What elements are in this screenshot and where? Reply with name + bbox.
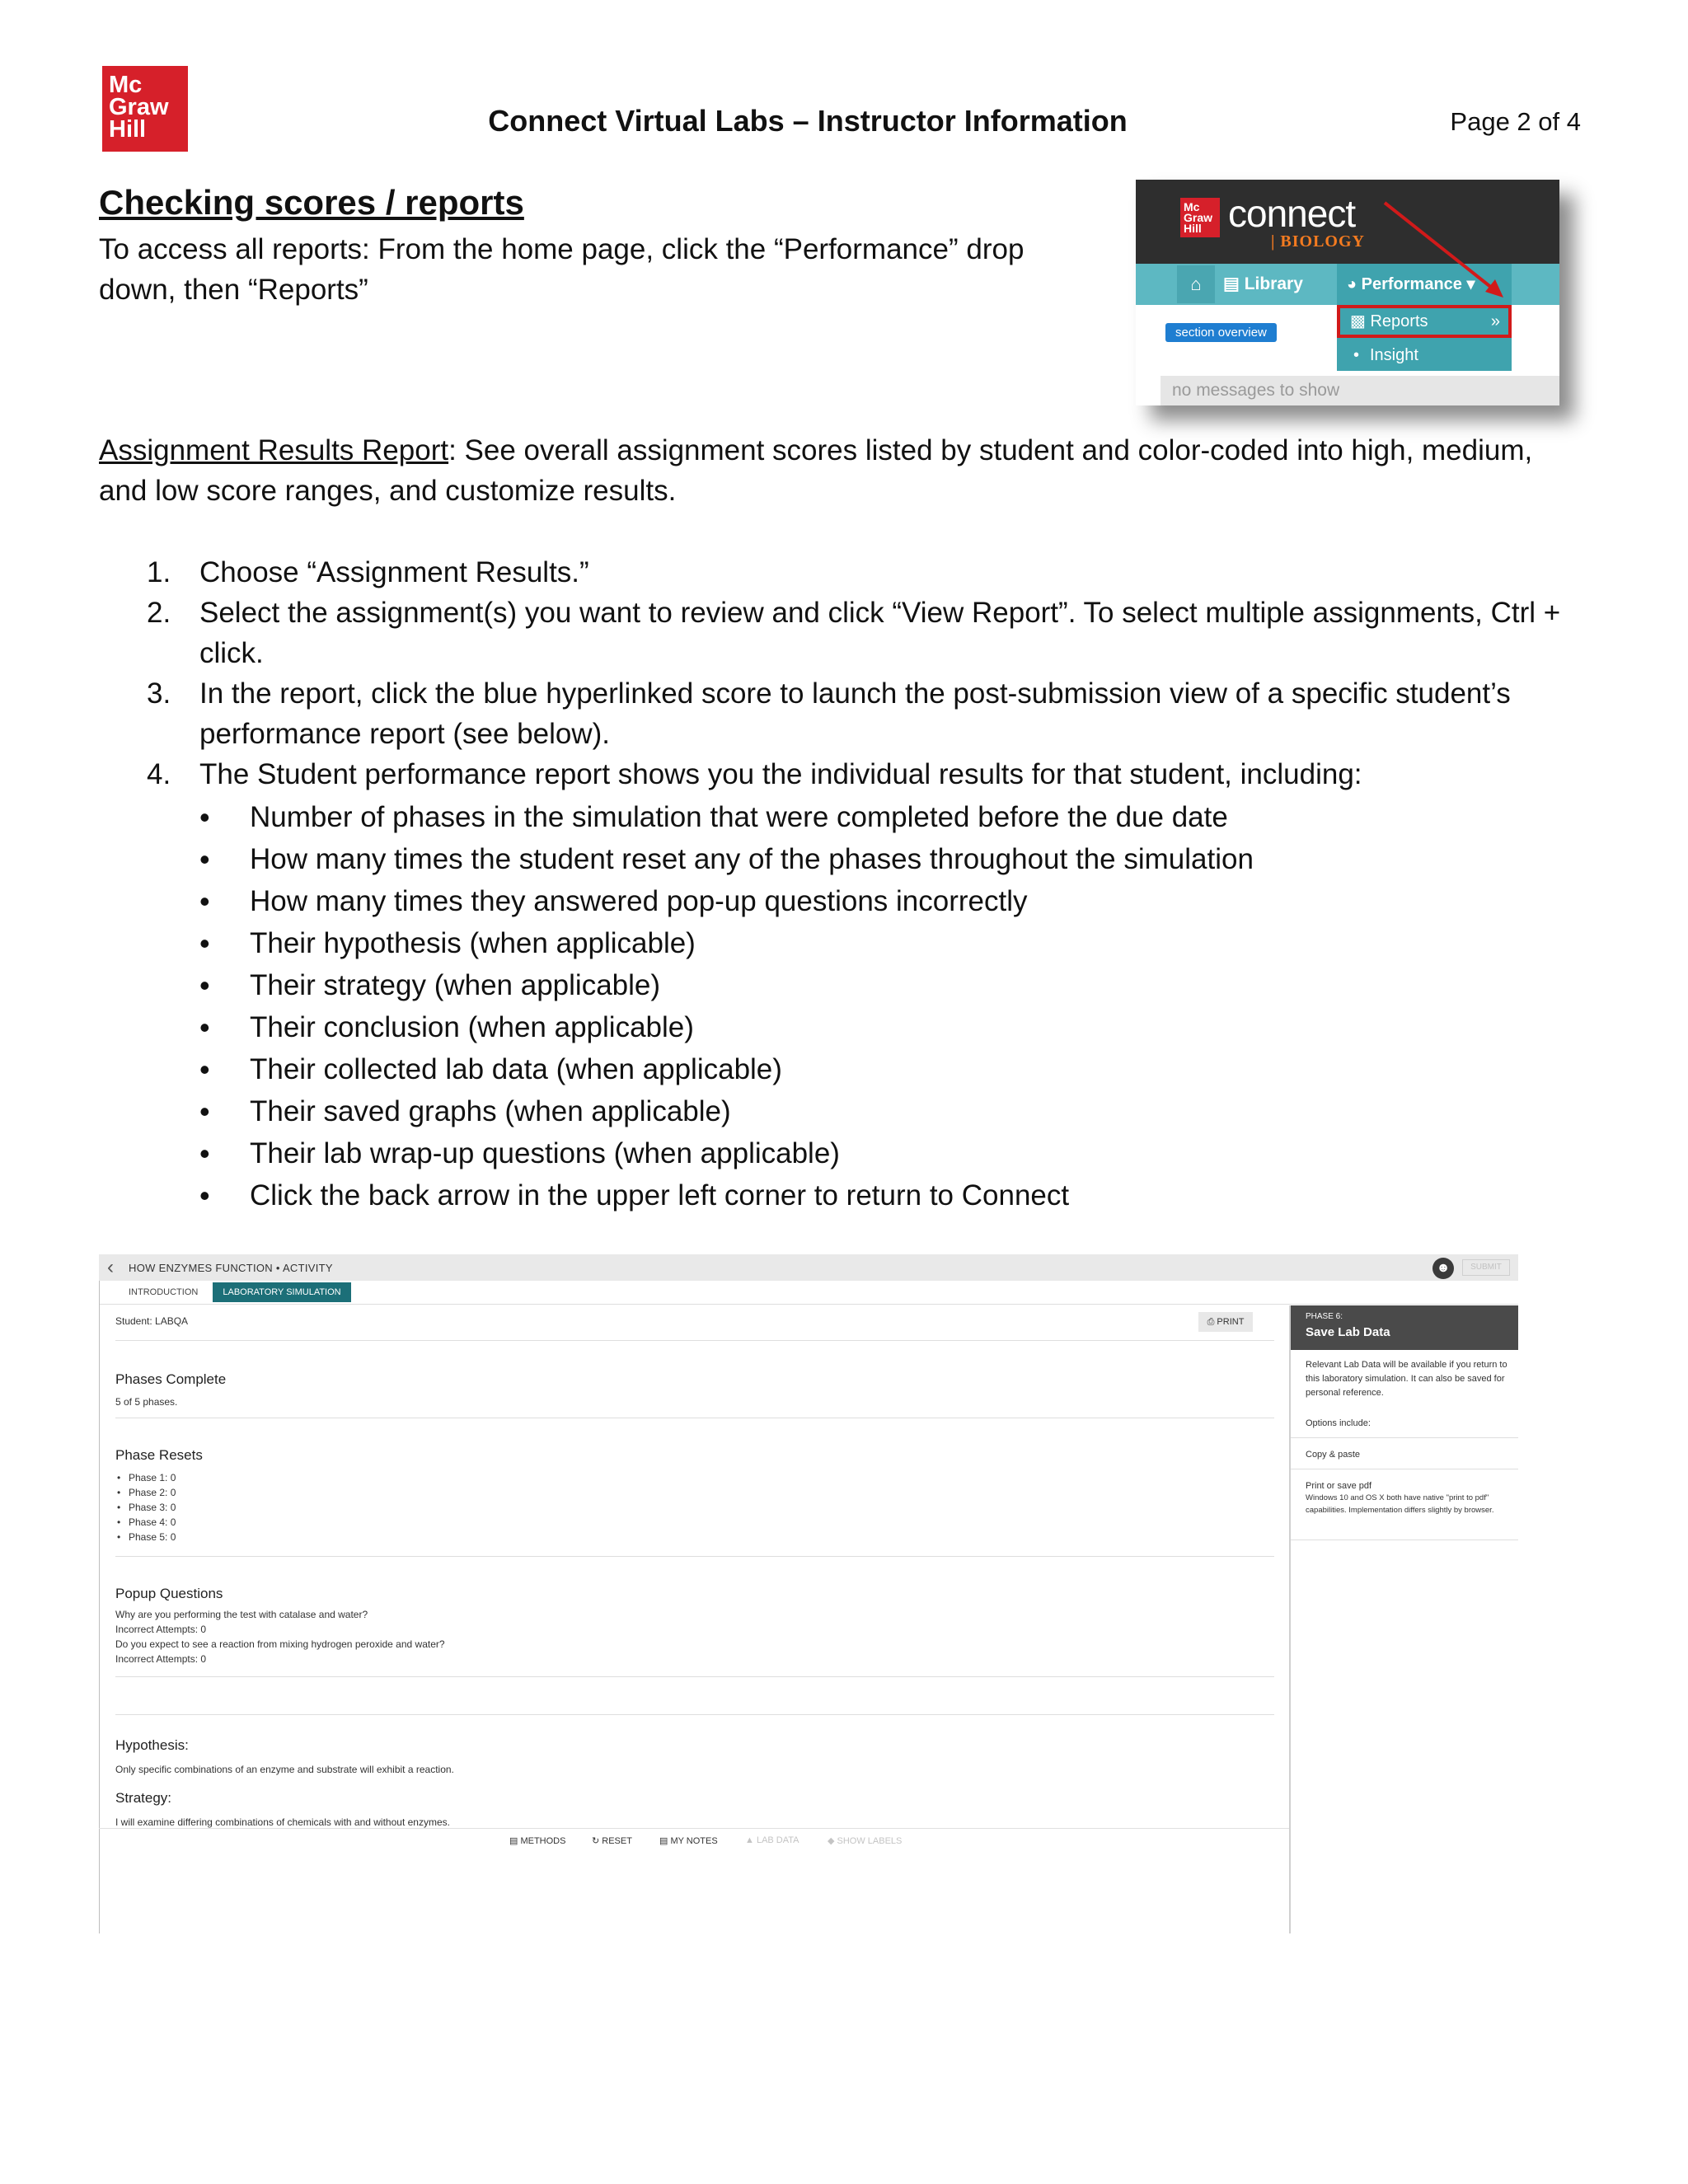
popup-line: Incorrect Attempts: 0 (115, 1624, 207, 1635)
messages-bar: no messages to show (1160, 376, 1559, 405)
list-item: • Phase 5: 0 (115, 1530, 176, 1544)
bullet-item: • Number of phases in the simulation that were completed before the due date (199, 796, 1582, 838)
side-panel-text: Relevant Lab Data will be available if you return to this laboratory simulation. It can also be saved for personal reference. (1306, 1360, 1507, 1398)
bottom-toolbar (99, 1828, 1289, 1853)
connect-brand: connect (1228, 192, 1356, 235)
bullet-item: • Their lab wrap-up questions (when applicable) (199, 1132, 1582, 1174)
option-print-pdf-text: Windows 10 and OS X both have native "print to pdf" capabilities. Implementation differs slightly by browser. (1306, 1493, 1494, 1515)
hypothesis-title: Hypothesis: (115, 1737, 189, 1753)
submit-button[interactable]: SUBMIT (1462, 1259, 1510, 1276)
bullet-item: • Their collected lab data (when applicable) (199, 1048, 1582, 1090)
list-item: • Phase 1: 0 (115, 1470, 176, 1485)
accessibility-icon[interactable]: ☻ (1432, 1258, 1454, 1279)
hypothesis-text: Only specific combinations of an enzyme and substrate will exhibit a reaction. (115, 1764, 454, 1775)
step-item: 1. Choose “Assignment Results.” (147, 556, 589, 588)
bullet-item: • How many times the student reset any of the phases throughout the simulation (199, 838, 1582, 880)
side-panel-title: Save Lab Data (1306, 1325, 1390, 1339)
bullet-item: • Their hypothesis (when applicable) (199, 922, 1582, 964)
bullet-item: • Their conclusion (when applicable) (199, 1006, 1582, 1048)
options-label: Options include: (1306, 1418, 1371, 1428)
tab-laboratory-simulation[interactable]: LABORATORY SIMULATION (213, 1282, 351, 1302)
step-item: 2. Select the assignment(s) you want to review and click “View Report”. To select multiple assignments, Ctrl + click. (147, 597, 1561, 669)
performance-menu-screenshot (1136, 180, 1559, 405)
reports-icon: ▩ (1350, 312, 1366, 330)
red-arrow-icon (1136, 180, 1559, 405)
tab-divider (99, 1304, 1518, 1305)
student-report-screenshot (99, 1254, 1518, 1933)
step-item: 4. The Student performance report shows you the individual results for that student, including: • Number of phases in the simulation that were completed before the due date • How many times the student reset any of the phases throughout the simulation • How many times they answered pop-up questions incorrectly • Their hypothesis (when applicable) • Their strategy (when applicable) • Their conclusion (when applicable) • Their collected lab data (when applicable) • Their saved graphs (when applicable) • Their lab wrap-up questions (when applicable) • Click the back arrow in the upper left corner to return to Connect (99, 754, 1582, 1216)
nav-performance[interactable]: ◕ Performance ▾ (1337, 264, 1512, 305)
bullet-list (199, 796, 1582, 1216)
mcgraw-hill-logo-small: Mc Graw Hill (1180, 198, 1220, 237)
phase-resets-list (115, 1470, 176, 1544)
option-copy-paste: Copy & paste (1306, 1450, 1361, 1460)
back-arrow-icon[interactable]: ‹ (107, 1256, 114, 1278)
bullet-item: • Click the back arrow in the upper left corner to return to Connect (199, 1174, 1582, 1216)
divider (115, 1556, 1274, 1557)
steps-list (99, 552, 1582, 1216)
popup-line: Why are you performing the test with catalase and water? (115, 1609, 368, 1620)
nav-library[interactable]: ▤ Library (1223, 274, 1303, 293)
popup-questions-title: Popup Questions (115, 1586, 223, 1601)
home-icon[interactable]: ⌂ (1177, 265, 1215, 303)
section-title: Checking scores / reports (99, 183, 524, 222)
chevron-right-icon: » (1490, 312, 1500, 330)
list-item: • Phase 4: 0 (115, 1515, 176, 1530)
strategy-text: I will examine differing combinations of chemicals with and without enzymes. (115, 1816, 450, 1828)
phases-complete-value: 5 of 5 phases. (115, 1396, 178, 1408)
phase-label: PHASE 6: (1306, 1312, 1343, 1321)
divider (115, 1714, 1274, 1715)
mcgraw-hill-logo: Mc Graw Hill (102, 66, 188, 152)
intro-text: To access all reports: From the home page, click the “Performance” drop down, then “Reports” (99, 233, 1025, 306)
bullet-item: • Their strategy (when applicable) (199, 964, 1582, 1006)
bullet-item: • Their saved graphs (when applicable) (199, 1090, 1582, 1132)
methods-button[interactable]: ▤ METHODS (509, 1836, 566, 1846)
assignment-results-description: Assignment Results Report: See overall assignment scores listed by student and color-coded into high, medium, and low score ranges, and customize results. (99, 434, 1533, 507)
lab-data-button[interactable]: ▲ LAB DATA (745, 1835, 799, 1845)
show-labels-button[interactable]: ◆ SHOW LABELS (828, 1836, 903, 1846)
student-name: Student: LABQA (115, 1315, 189, 1327)
phase-resets-title: Phase Resets (115, 1447, 203, 1463)
option-print-pdf: Print or save pdf (1306, 1481, 1372, 1491)
menu-item-reports[interactable]: ▩ Reports » (1337, 305, 1512, 338)
panel-divider (1289, 1305, 1291, 1933)
strategy-title: Strategy: (115, 1790, 172, 1806)
list-item: • Phase 3: 0 (115, 1500, 176, 1515)
reset-button[interactable]: ↻ RESET (592, 1836, 632, 1846)
page-number: Page 2 of 4 (1450, 107, 1581, 136)
list-item: • Phase 2: 0 (115, 1485, 176, 1500)
section-overview-button[interactable]: section overview (1165, 323, 1277, 342)
divider (115, 1676, 1274, 1677)
bullet-item: • How many times they answered pop-up questions incorrectly (199, 880, 1582, 922)
print-button[interactable]: ⎙ PRINT (1198, 1312, 1253, 1332)
subject-label: | BIOLOGY (1271, 232, 1365, 251)
step-item: 3. In the report, click the blue hyperlinked score to launch the post-submission view of a specific student’s performance report (see below). (147, 677, 1511, 750)
phases-complete-title: Phases Complete (115, 1371, 227, 1387)
popup-line: Do you expect to see a reaction from mixing hydrogen peroxide and water? (115, 1638, 445, 1650)
divider (115, 1340, 1274, 1341)
menu-item-insight[interactable]: • Insight (1337, 340, 1512, 371)
tab-introduction[interactable]: INTRODUCTION (129, 1287, 199, 1297)
document-title: Connect Virtual Labs – Instructor Information (488, 104, 1128, 138)
divider (1291, 1437, 1518, 1438)
my-notes-button[interactable]: ▤ MY NOTES (659, 1836, 718, 1846)
popup-line: Incorrect Attempts: 0 (115, 1653, 207, 1665)
breadcrumb: HOW ENZYMES FUNCTION • ACTIVITY (129, 1262, 333, 1274)
